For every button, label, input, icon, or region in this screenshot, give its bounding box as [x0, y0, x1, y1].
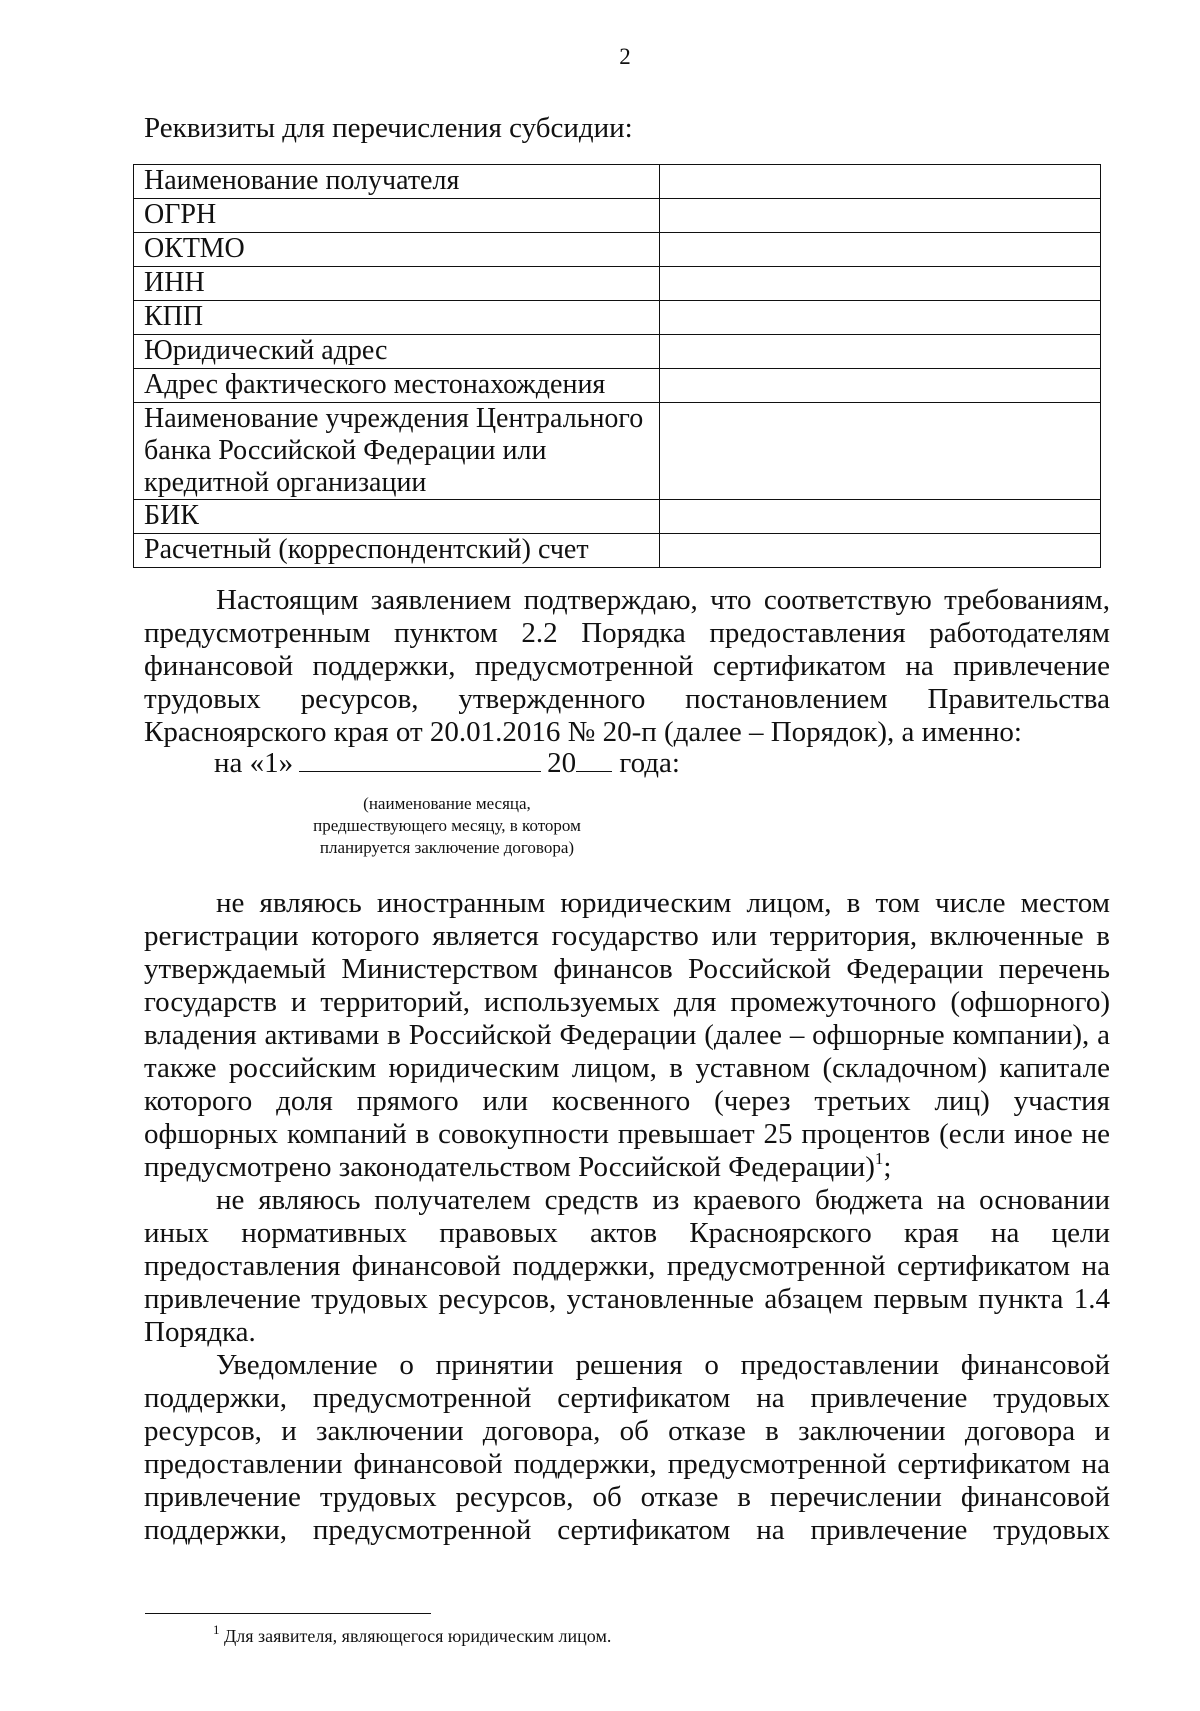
- row-value[interactable]: [659, 267, 1100, 301]
- table-row: [134, 267, 1101, 301]
- row-label: Наименование получателя: [134, 165, 660, 199]
- row-label: ИНН: [134, 267, 660, 301]
- table-row: [134, 403, 1101, 500]
- page-number: 2: [619, 44, 631, 69]
- row-value[interactable]: [659, 233, 1100, 267]
- date-prefix: на «1»: [214, 747, 294, 779]
- table-row: [134, 534, 1101, 568]
- declaration-items: [144, 887, 1110, 1547]
- table-row: [134, 369, 1101, 403]
- row-value[interactable]: [659, 403, 1100, 500]
- section-heading: Реквизиты для перечисления субсидии:: [144, 112, 633, 144]
- table-row: [134, 165, 1101, 199]
- table-row: [134, 199, 1101, 233]
- row-label: Наименование учреждения Центрального банка Российской Федерации или кредитной организации: [134, 403, 660, 500]
- paragraph-notification: Уведомление о принятии решения о предоставлении финансовой поддержки, предусмотренной сертификатом на привлечение трудовых ресурсов, и заключении договора, об отказе в заключении договора и предоставлении финансовой поддержки, предусмотренной сертификатом на привлечение трудовых ресурсов, об отказе в перечислении финансовой поддержки, предусмотренной сертификатом на привлечение трудовых: [144, 1349, 1110, 1546]
- row-label: БИК: [134, 500, 660, 534]
- date-year: 20: [547, 747, 577, 779]
- table-row: [134, 233, 1101, 267]
- year-blank-field[interactable]: [576, 749, 612, 772]
- month-blank-field[interactable]: [299, 749, 541, 772]
- paragraph-offshore-text: не являюсь иностранным юридическим лицом, в том числе местом регистрации которого является государство или территория, включенные в утверждаемый Министерством финансов Российской Федерации перечень государств и территорий, используемых для промежуточного (офшорного) владения активами в Российской Федерации (далее – офшорные компании), а также российским юридическим лицом, в уставном (складочном) капитале которого доля прямого или косвенного (через третьих лиц) участия офшорных компаний в совокупности превышает 25 процентов (если иное не предусмотрено законодательством Российской Федерации): [144, 887, 1110, 1183]
- row-label: ОГРН: [134, 199, 660, 233]
- row-label: КПП: [134, 301, 660, 335]
- footnote-text: Для заявителя, являющегося юридическим лицом.: [224, 1626, 612, 1646]
- footnote: [213, 1622, 612, 1647]
- row-label: ОКТМО: [134, 233, 660, 267]
- paragraph-declaration: Настоящим заявлением подтверждаю, что соответствую требованиям, предусмотренным пунктом 2.2 Порядка предоставления работодателям финансовой поддержки, предусмотренной сертификатом на привлечение трудовых ресурсов, утвержденного постановлением Правительства Красноярского края от 20.01.2016 № 20-п (далее – Порядок), а именно:: [144, 584, 1110, 748]
- table-row: [134, 500, 1101, 534]
- row-value[interactable]: [659, 199, 1100, 233]
- row-value[interactable]: [659, 369, 1100, 403]
- table-row: [134, 301, 1101, 335]
- paragraph-offshore: [144, 887, 1110, 1184]
- row-label: Адрес фактического местонахождения: [134, 369, 660, 403]
- date-suffix: года:: [619, 747, 680, 779]
- paragraph-offshore-end: ;: [883, 1151, 892, 1183]
- paragraph-budget: не являюсь получателем средств из краевого бюджета на основании иных нормативных правовых актов Красноярского края на цели предоставления финансовой поддержки, предусмотренной сертификатом на привлечение трудовых ресурсов, установленные абзацем первым пункта 1.4 Порядка.: [144, 1184, 1110, 1348]
- footnote-ref: 1: [874, 1149, 884, 1168]
- requisites-table: [133, 164, 1101, 568]
- row-label: Расчетный (корреспондентский) счет: [134, 534, 660, 568]
- row-value[interactable]: [659, 335, 1100, 369]
- row-value[interactable]: [659, 165, 1100, 199]
- row-value[interactable]: [659, 500, 1100, 534]
- date-note: (наименование месяца, предшествующего месяцу, в котором планируется заключение договора): [313, 794, 581, 857]
- row-value[interactable]: [659, 301, 1100, 335]
- footnote-mark: 1: [213, 1622, 220, 1637]
- row-label: Юридический адрес: [134, 335, 660, 369]
- date-line: [214, 747, 680, 780]
- declaration-body: [144, 584, 1110, 749]
- footnote-rule: [145, 1613, 431, 1614]
- table-row: [134, 335, 1101, 369]
- row-value[interactable]: [659, 534, 1100, 568]
